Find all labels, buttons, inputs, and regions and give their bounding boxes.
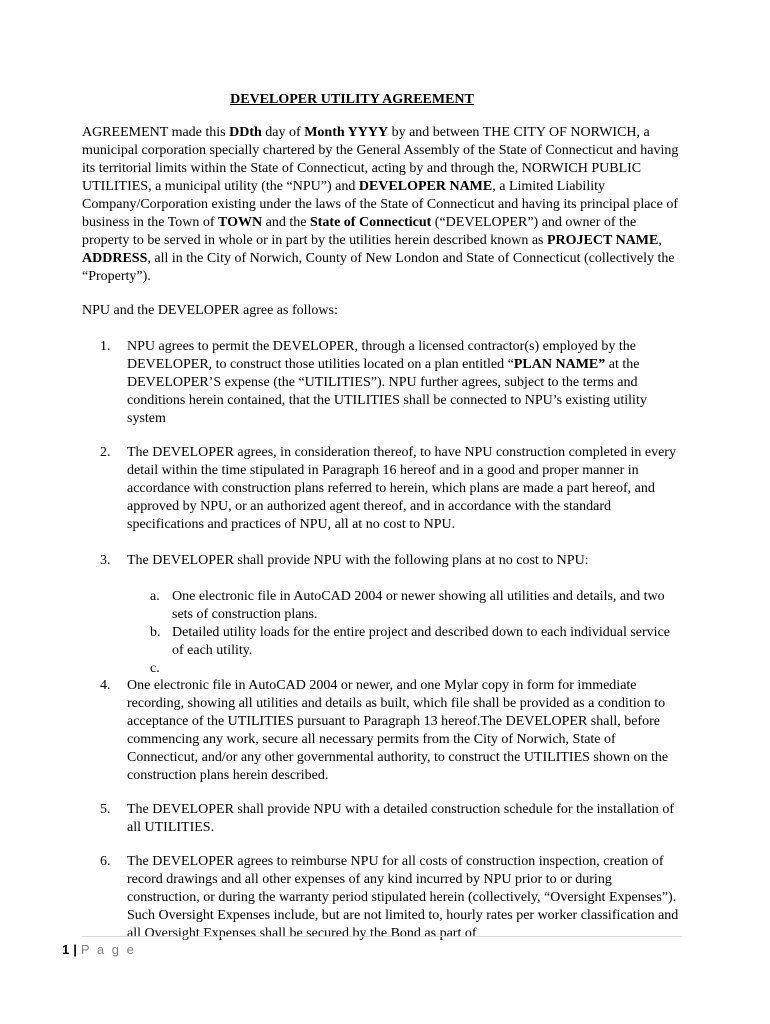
intro-text: (“DEVELOPER”) and owner of the property to be served in whole or in part by the utilities herein described known as [82, 215, 637, 248]
clause-number: 3. [100, 553, 111, 568]
intro-text: , a Limited Liability Company/Corporation existing under the laws of the State of Connecticut and having its principal place of business in the Town of [82, 179, 679, 230]
footer-divider [82, 936, 682, 937]
page-footer [62, 942, 136, 957]
clause-text [127, 338, 687, 428]
clause-text: The DEVELOPER agrees, in consideration thereof, to have NPU construction completed in every detail within the time stipulated in Paragraph 16 hereof and in a good and proper manner in accordance with construction plans referred to herein, which plans are made a part hereof, and approved by NPU, or an authorized agent thereof, and in accordance with the standard specifications and practices of NPU, all at no cost to NPU. [127, 445, 676, 532]
subclause-letter: b. [150, 625, 161, 640]
plan-name-placeholder: PLAN NAME” [513, 357, 606, 372]
subclause-letter: c. [150, 661, 160, 676]
clause-text: One electronic file in AutoCAD 2004 or newer, and one Mylar copy in form for immediate recording, showing all utilities and details as built, which file shall be provided as a condition to acceptance of the UTILITIES pursuant to Paragraph 13 hereof.The DEVELOPER shall, before commencing any work, secure all necessary permits from the City of Norwich, State of Connecticut, and/or any other governmental authority, to construct the UTILITIES shown on the construction plans herein described. [127, 678, 669, 783]
subclause-text: Detailed utility loads for the entire project and described down to each individual service of each utility. [172, 625, 670, 658]
agree-line: NPU and the DEVELOPER agree as follows: [82, 303, 338, 318]
document-title: DEVELOPER UTILITY AGREEMENT [230, 92, 474, 107]
clause-text-part: at the DEVELOPER’S expense (the “UTILITIES”). NPU further agrees, subject to the terms and conditions herein contained, that the UTILITIES shall be connected to NPU’s existing utility system [127, 357, 647, 426]
clause-number: 5. [100, 802, 111, 817]
page-label: P a g e [80, 942, 136, 957]
subclause-text: One electronic file in AutoCAD 2004 or newer showing all utilities and details, and two sets of construction plans. [172, 589, 665, 622]
intro-text: day of [261, 125, 305, 140]
clause-text: The DEVELOPER shall provide NPU with the following plans at no cost to NPU: [127, 553, 589, 568]
month-year-placeholder: Month YYYY [304, 125, 389, 140]
clause-text-part: NPU agrees to permit the DEVELOPER, through a licensed contractor(s) employed by the DEVELOPER, to construct those utilities located on a plan entitled “ [127, 339, 636, 372]
address-placeholder: ADDRESS [82, 251, 148, 266]
clause-number: 1. [100, 339, 111, 354]
intro-text: , [658, 233, 662, 248]
developer-name-placeholder: DEVELOPER NAME [358, 179, 493, 194]
state-placeholder: State of Connecticut [309, 215, 432, 230]
intro-text: , all in the City of Norwich, County of New London and State of Connecticut (collectively the “Property”). [82, 251, 675, 284]
clause-text: The DEVELOPER shall provide NPU with a detailed construction schedule for the installation of all UTILITIES. [127, 802, 675, 835]
intro-text: AGREEMENT made this [82, 125, 230, 140]
project-name-placeholder: PROJECT NAME [547, 233, 659, 248]
clause-number: 4. [100, 678, 111, 693]
town-placeholder: TOWN [218, 215, 263, 230]
clause-text: The DEVELOPER agrees to reimburse NPU for all costs of construction inspection, creation of record drawings and all other expenses of any kind incurred by NPU prior to or during construction, or during the warranty period stipulated herein (collectively, “Oversight Expenses”). Such Oversight Expenses include, but are not limited to, hourly rates per worker classification and all Oversight Expenses shall be secured by the Bond as part of [127, 854, 679, 941]
subclause-letter: a. [150, 589, 160, 604]
footer-separator: | [73, 942, 77, 957]
page-number: 1 [62, 942, 70, 957]
clause-number: 6. [100, 854, 111, 869]
clause-number: 2. [100, 445, 111, 460]
intro-paragraph [82, 124, 682, 286]
day-placeholder: DDth [229, 125, 262, 140]
intro-text: and the [262, 215, 310, 230]
intro-text: by and between THE CITY OF NORWICH, a municipal corporation specially chartered by the General Assembly of the State of Connecticut and having its territorial limits within the State of Connecticut, acting by and through the, NORWICH PUBLIC UTILITIES, a municipal utility (the “NPU”) and [82, 125, 679, 194]
